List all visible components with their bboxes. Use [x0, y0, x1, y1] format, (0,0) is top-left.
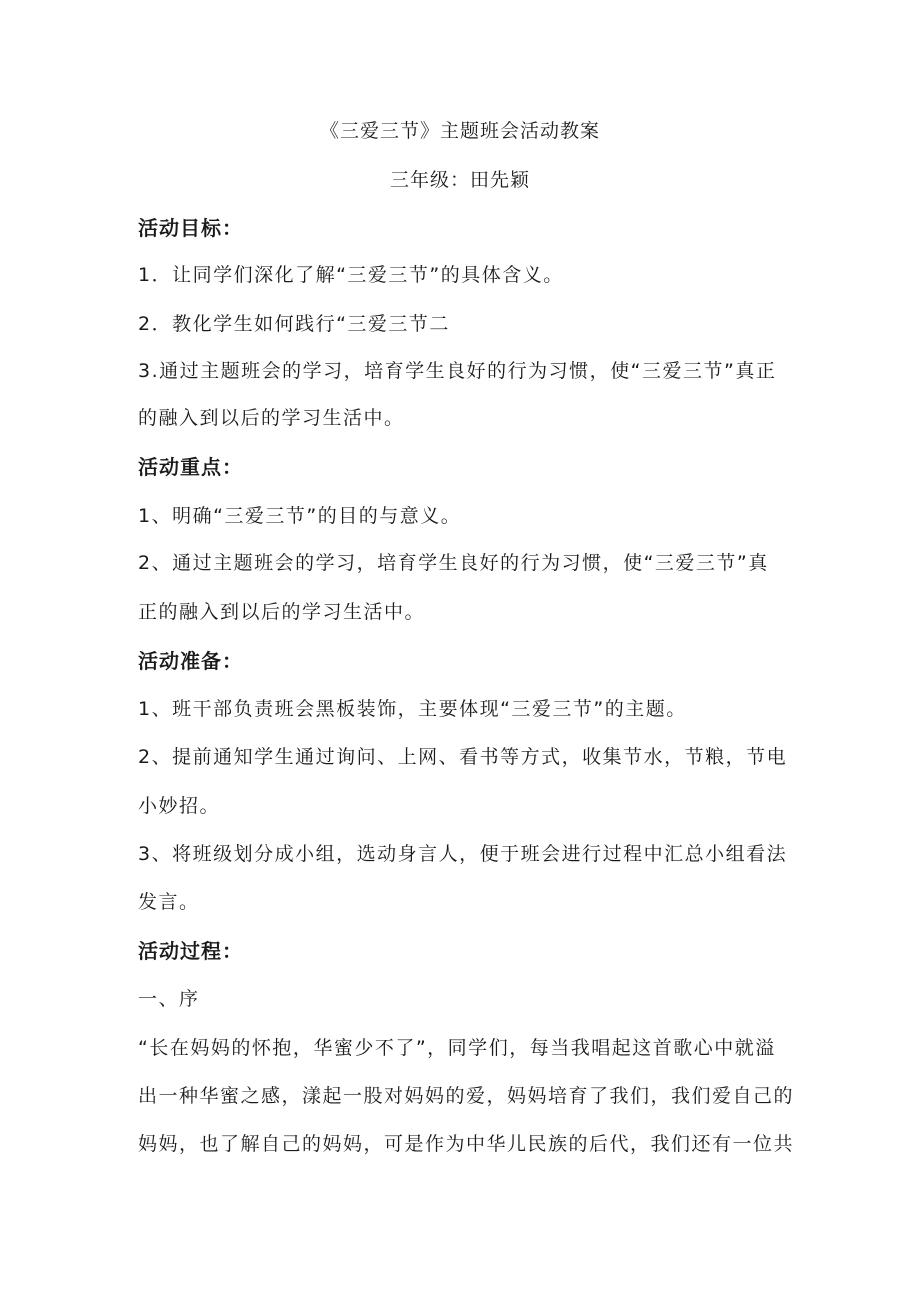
paragraph-line: 1、明确“三爱三节”的目的与意义。	[138, 505, 462, 527]
paragraph-line: 的融入到以后的学习生活中。	[138, 407, 405, 429]
paragraph-line: 3.通过主题班会的学习，培育学生良好的行为习惯，使“三爱三节”真正	[138, 360, 777, 382]
section-heading-preparation: 活动准备：	[138, 649, 243, 673]
paragraph-line: “长在妈妈的怀抱，华蜜少不了”，同学们，每当我唱起这首歌心中就溢	[138, 1037, 776, 1059]
paragraph-line: 1、班干部负责班会黑板装饰，主要体现“三爱三节”的主题。	[138, 698, 687, 720]
paragraph-line: 一、序	[138, 988, 200, 1010]
document-author: 三年级：田先颖	[389, 169, 530, 191]
section-heading-goals: 活动目标：	[138, 216, 243, 240]
section-heading-focus: 活动重点：	[138, 455, 243, 479]
paragraph-line: 2、通过主题班会的学习，培育学生良好的行为习惯，使“三爱三节”真	[138, 552, 769, 574]
paragraph-line: 发言。	[138, 891, 200, 913]
paragraph-line: 出一种华蜜之感，漾起一股对妈妈的爱，妈妈培育了我们，我们爱自己的	[138, 1085, 795, 1107]
paragraph-line: 正的融入到以后的学习生活中。	[138, 601, 426, 623]
paragraph-line: 妈妈，也了解自己的妈妈，可是作为中华儿民族的后代，我们还有一位共	[138, 1133, 795, 1155]
paragraph-line: 1．让同学们深化了解“三爱三节”的具体含义。	[138, 264, 564, 286]
paragraph-line: 3、将班级划分成小组，选动身言人，便于班会进行过程中汇总小组看法	[138, 843, 788, 865]
paragraph-line: 2、提前通知学生通过询问、上网、看书等方式，收集节水，节粮，节电	[138, 746, 788, 768]
document-title: 《三爱三节》主题班会活动教案	[319, 120, 600, 142]
paragraph-line: 小妙招。	[138, 795, 221, 817]
section-heading-process: 活动过程：	[138, 939, 243, 963]
paragraph-line: 2．教化学生如何践行“三爱三节二	[138, 313, 450, 335]
